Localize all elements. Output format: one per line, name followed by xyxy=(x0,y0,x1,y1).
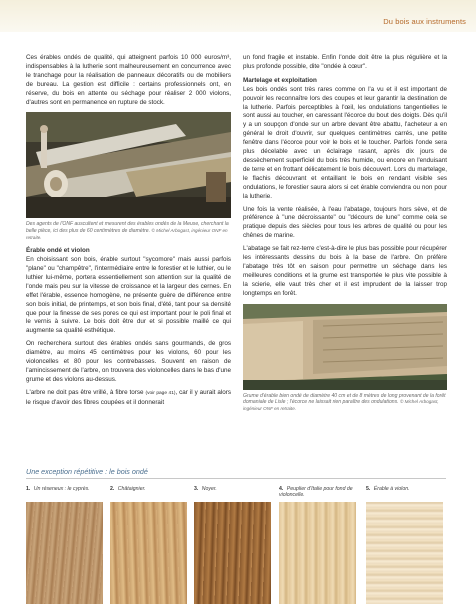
paragraph-abatage: L'abatage se fait rez-terre c'est-à-dire le plus bas possible pour récupérer les intéressants dessins du bois à la base de l'arbre. On préfère l'abatage très tôt en saison pour permettre un séchage dans les meilleures conditions et la grume est transportée le plus vite possible à la scierie, elle vaut très cher et il est imprudent de la laisser trop longtemps en forêt. xyxy=(243,245,448,297)
sample-4-label xyxy=(279,486,356,500)
heading-erable-onde: Érable ondé et violon xyxy=(26,247,90,255)
sample-1-wood-cypres xyxy=(26,502,103,604)
sample-4 xyxy=(279,486,356,500)
sample-2 xyxy=(110,486,187,500)
grume-photo-image xyxy=(243,304,447,390)
onf-agents-photo-image xyxy=(26,112,231,218)
sample-5-label xyxy=(366,486,443,500)
paragraph-diameter: On recherchera surtout des érables ondés sans gourmands, de gros diamètre, au moins 45 centimètres pour les violons, 60 pour les violoncelles et 80 pour les contrebasses. Souvent en raison de l'amincissement de l'arbre, on trouvera des violoncelles dans le bas d'une grume et des violons au-dessus. xyxy=(26,340,231,383)
paragraph-fibre-a: L'arbre ne doit pas être vrillé, à fibre torse xyxy=(26,388,144,396)
sample-4-number: 4. xyxy=(279,486,284,492)
sample-2-label xyxy=(110,486,187,500)
sample-3-wood-noyer xyxy=(194,502,271,604)
grume-photo xyxy=(243,304,447,390)
onf-agents-photo xyxy=(26,112,231,218)
strip-title: Une exception répétitive : le bois ondé xyxy=(26,467,148,476)
grume-photo-credit: © Michel Arbogast, ingénieur ONF en retraite. xyxy=(243,399,439,411)
sample-5 xyxy=(366,486,443,500)
sample-5-number: 5. xyxy=(366,486,371,492)
paragraph-martelage: Les bois ondés sont très rares comme on l'a vu et il est important de pouvoir les reconnaître lors des coupes et leur garantir la destination de la lutherie. Parfois perceptibles à l'œil, les ondulations tangentielles le sont aussi au toucher, en caressant l'écorce du bout des doigts. Dès qu'il y a un soupçon d'onde sur un arbre devant être abattu, l'acheteur a en général le droit d'ouvrir, sur quelques centimètres carrés, une petite fenêtre dans l'écorce pour voir le bois et le toucher. Parfois l'onde sera plus décelable avec un éclairage rasant, après dix jours de dessèchement superficiel du bois très humide, ou encore en l'enduisant de terre et en frottant délicatement le bois découvert. Lors du martelage, le flachis découvrant et entaillant le bois en rendant visible ses ondulations, le forestier saura alors si cet érable conviendra ou non pour la lutherie. xyxy=(243,85,447,200)
onf-photo-caption-text: Des agents de l'ONF auscultent et mesurent des érables ondés de la Meuse, cherchant la belle pièce, ici des plus de 60 centimètres de diamètre. xyxy=(26,221,229,235)
sample-1-text: Un réseneux : le cyprès. xyxy=(33,486,90,492)
onf-photo-credit: © Michel Arbogast, ingénieur ONF en retraite. xyxy=(26,228,228,240)
sample-1 xyxy=(26,486,103,500)
heading-martelage: Martelage et exploitation xyxy=(243,76,317,84)
sample-4-wood-peuplier xyxy=(279,502,356,604)
strip-divider xyxy=(26,478,446,479)
header-bar xyxy=(0,0,476,32)
page-reference: (voir page 41) xyxy=(145,390,176,396)
sample-5-wood-erable xyxy=(366,502,443,604)
sample-3 xyxy=(194,486,271,500)
sample-3-number: 3. xyxy=(194,486,199,492)
sample-2-number: 2. xyxy=(110,486,115,492)
left-column xyxy=(26,54,231,412)
intro-paragraph: Ces érables ondés de qualité, qui atteignent parfois 10 000 euros/m³, indispensables à la lutherie sont malheureusement en concurrence avec le tranchage pour la réalisation de panneaux décoratifs ou de mobiliers de bureau. La gestion est difficile : certains professionnels ont, en réserve, du bois en attente ou séchage pour réaliser 2 000 violons, d'autres sont en permanence en rupture de stock. xyxy=(26,54,231,106)
sample-2-text: Châtaignier. xyxy=(117,486,146,492)
sample-3-text: Noyer. xyxy=(201,486,217,492)
paragraph-fibre-b: , car il y aurait alors le risque d'avoir des fibres coupées et il donnerait xyxy=(26,388,232,406)
grume-photo-caption xyxy=(243,393,447,413)
sample-1-label xyxy=(26,486,103,500)
grume-photo-caption-text: Grume d'érable bien ondé de diamètre 40 cm et de 8 mètres de long provenant de la forêt domaniale de Lisle ; l'écorce ne laissait rien paraître des ondulations. xyxy=(243,392,446,406)
sample-5-text: Érable à violon. xyxy=(373,486,410,492)
onf-photo-caption xyxy=(26,221,231,241)
sample-4-text: Peuplier d'Italie pour fond de violoncelle. xyxy=(279,486,353,499)
sample-2-wood-chataignier xyxy=(110,502,187,604)
right-column xyxy=(243,54,447,418)
paragraph-fibre xyxy=(26,389,231,408)
paragraph-vente: Une fois la vente réalisée, à l'eau l'abatage, toujours hors sève, et de préférence à "une décroissante" ou "décours de lune" comme cela se pratique depuis des siècles pour tous les arbres de qualité ou pour les chênes de marine. xyxy=(243,205,447,240)
sample-1-number: 1. xyxy=(26,486,31,492)
sample-3-label xyxy=(194,486,271,500)
section-title: Du bois aux instruments xyxy=(383,17,466,26)
paragraph-continuation: un fond fragile et instable. Enfin l'onde doit être la plus régulière et la plus profonde possible, dite "ondée à cœur". xyxy=(243,54,447,70)
paragraph-erable-choice: En choisissant son bois, érable surtout "sycomore" mais aussi parfois "plane" ou "champêtre", l'intermédiaire entre le forestier et le luthier, ou le luthier lui-même, portera essentiellement son attention sur la qualité de l'onde mais peu sur la vitesse de croissance et la largeur des cernes. En effet l'érable, essence homogène, ne présente guère de différence entre son bois initial, de printemps, et son bois final, d'été, tant pour sa densité que pour la finesse de ses pores ce qui est important pour le poli final et le vernis à suivre. Le bois doit être dur et si possible maillé ce qui augmente sa qualité esthétique. xyxy=(26,256,231,335)
